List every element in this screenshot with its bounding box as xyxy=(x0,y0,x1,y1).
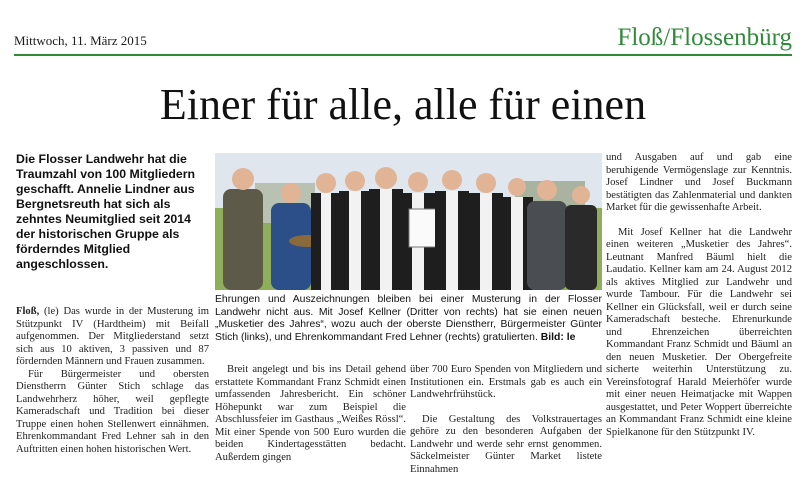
group-photo-illustration xyxy=(215,153,602,290)
column-4-paragraph-2: Mit Josef Kellner hat die Landwehr einen weiteren „Musketier des Jahres“. Leutnant Manfred Bäuml hielt die Laudatio. Kellner kam am 24. August 2012 als aktives Mitglied zur Landwehr und wurde Tambour. Für die Landwehr sei Kellner ein Glücksfall, weil er durch seine Kameradschaft besteche. Ehrenurkunde und Ehrenzeichen überreichten Kommandant Franz Schmidt und Bäuml an den neuen Musketier. Der Obergefreite sicherte weiterhin Unterstützung zu. Vereinsfotograf Harald Meierhöfer wurde mit einer neuen Heimatjacke mit Wappen ausgestattet, und Peter Woppert überreichte an Kommandant Franz Schmidt eine kleine Spielkanone für den Stützpunkt IV. xyxy=(606,226,792,438)
photo-caption xyxy=(215,294,602,344)
text-column-2 xyxy=(215,364,406,464)
article-headline: Einer für alle, alle für einen xyxy=(159,80,647,129)
column-3-paragraph-1: über 700 Euro Spenden von Mitgliedern und Institutionen ein. Erstmals gab es auch ein Landwehrfrühstück. xyxy=(410,364,602,400)
header-rule xyxy=(14,54,792,56)
column-2-paragraph-1: Breit angelegt und bis ins Detail gehend erstattete Kommandant Franz Schmidt einen umfassenden Jahresbericht. Ein schöner Höhepunkt war zum Beispiel die Abschlussfeier im Gasthaus „Weißes Rössl“. Mit einer Spende von 500 Euro wurden die beiden Kindertagesstätten bedacht. Außerdem gingen xyxy=(215,364,406,463)
section-title: Floß/Flossenbürg xyxy=(617,24,792,51)
article-lead: Die Flosser Landwehr hat die Traumzahl von 100 Mitgliedern geschafft. Annelie Lindner aus Bergnetsreuth hat sich als zehntes Neumitglied seit 2014 der historischen Gruppe als förderndes Mitglied angeschlossen. xyxy=(16,152,196,271)
photo-caption-text: Ehrungen und Auszeichnungen bleiben bei einer Musterung in der Flosser Landwehr nicht aus. Mit Josef Kellner (Dritter von rechts) hat sie einen neuen „Musketier des Jahres“, wozu auch der oberste Dienstherr, Bürgermeister Günter Stich (links), und Ehrenkommandant Fred Lehner (rechts) gratulierten. xyxy=(215,294,602,343)
location-dateline: Floß, xyxy=(16,306,40,317)
paragraph-gap xyxy=(410,402,602,414)
paragraph-gap xyxy=(606,215,792,227)
text-column-1 xyxy=(16,306,209,456)
column-4-paragraph-1: und Ausgaben auf und gab eine beruhigende Vermögenslage zur Kenntnis. Josef Lindner und Josef Buckmann bestätigten das Zahlenmaterial und dankten Market für die gewissenhafte Arbeit. xyxy=(606,152,792,213)
text-column-3 xyxy=(410,364,602,476)
photo-credit: Bild: le xyxy=(540,331,576,343)
group-photo xyxy=(215,153,602,290)
column-3-paragraph-2: Die Gestaltung des Volkstrauertages gehöre zu den besonderen Aufgaben der Landwehr und werde sehr ernst genommen. Säckelmeister Günter Market listete Einnahmen xyxy=(410,413,602,475)
column-1-paragraph-2: Für Bürgermeister und obersten Dienstherrn Günter Stich schlage das Landwehrherz höher, weil gepflegte Kameradschaft und Tradition bei dieser Truppe einen hohen Stellenwert einnähmen. Ehrenkommandant Fred Lehner sah in den Auftritten einen hohen historischen Wert. xyxy=(16,368,209,455)
text-column-4 xyxy=(606,152,792,439)
dateline: Mittwoch, 11. März 2015 xyxy=(14,33,147,48)
column-1-paragraph-1: Floß, (le) Das wurde in der Musterung im Stützpunkt IV (Hardtheim) mit Beifall aufgenommen. Der Mitgliederstand setzt sich aus 10 aktiven, 3 passiven und 87 fördernden Männern und Frauen zusammen. xyxy=(16,306,209,367)
